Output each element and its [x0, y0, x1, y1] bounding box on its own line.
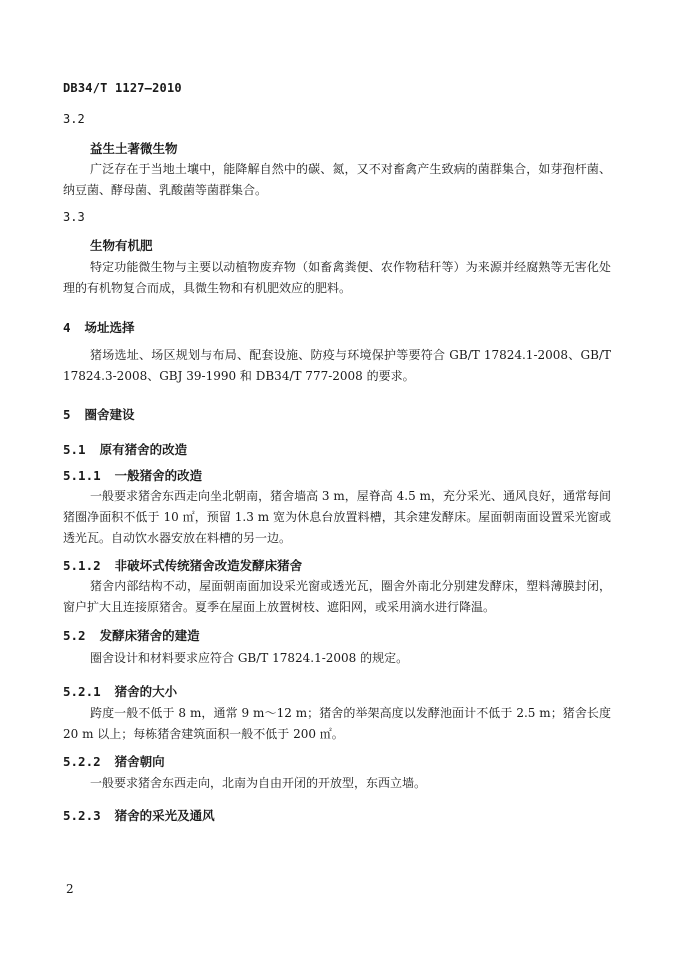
- clause-number: 3.3: [63, 210, 85, 224]
- section-body: 跨度一般不低于 8 m，通常 9 m～12 m；猪舍的举架高度以发酵池面计不低于 2.5 m；猪舍长度 20 m 以上；每栋猪舍建筑面积一般不低于 200 ㎡。: [63, 706, 611, 741]
- section-body: 一般要求猪舍东西走向，北南为自由开闭的开放型，东西立墙。: [90, 776, 427, 790]
- section-number: 5.1.2: [63, 558, 101, 573]
- section-number: 5.1: [63, 442, 86, 457]
- section-heading: [63, 405, 135, 423]
- section-number: 5.1.1: [63, 468, 101, 483]
- section-title: 一般猪舍的改造: [114, 468, 203, 483]
- page-number: 2: [66, 882, 74, 896]
- term-definition: 广泛存在于当地土壤中，能降解自然中的碳、氮，又不对畜禽产生致病的菌群集合，如芽孢杆菌、纳豆菌、酵母菌、乳酸菌等菌群集合。: [63, 162, 611, 197]
- section-heading: [63, 626, 200, 644]
- section-body: 一般要求猪舍东西走向坐北朝南，猪舍墙高 3 m，屋脊高 4.5 m，充分采光、通风良好，通常每间猪圈净面积不低于 10 ㎡，预留 1.3 m 宽为休息台放置料槽，其余建发酵床。屋面朝南面设置采光窗或透光瓦。自动饮水器安放在料槽的另一边。: [63, 489, 611, 545]
- section-body: 圈舍设计和材料要求应符合 GB/T 17824.1-2008 的规定。: [90, 651, 409, 665]
- section-title: 场址选择: [84, 320, 135, 335]
- section-title: 猪舍的大小: [114, 684, 178, 699]
- term-heading: 益生土著微生物: [90, 141, 178, 156]
- section-heading: [63, 556, 302, 574]
- section-heading: [63, 682, 177, 700]
- section-title: 非破坏式传统猪舍改造发酵床猪舍: [114, 558, 303, 573]
- standard-code: DB34/T 1127—2010: [63, 81, 182, 95]
- section-title: 猪舍朝向: [114, 754, 165, 769]
- section-title: 原有猪舍的改造: [99, 442, 188, 457]
- section-heading: [63, 318, 135, 336]
- section-number: 5: [63, 407, 71, 422]
- clause-number: 3.2: [63, 112, 85, 126]
- section-body: 猪场选址、场区规划与布局、配套设施、防疫与环境保护等要符合 GB/T 17824.1-2008、GB/T 17824.3-2008、GBJ 39-1990 和 DB34/T 777-2008 的要求。: [63, 348, 611, 383]
- term-definition: 特定功能微生物与主要以动植物废弃物（如畜禽粪便、农作物秸秆等）为来源并经腐熟等无害化处理的有机物复合而成，具微生物和有机肥效应的肥料。: [63, 260, 611, 295]
- section-number: 4: [63, 320, 71, 335]
- section-title: 发酵床猪舍的建造: [99, 628, 200, 643]
- section-number: 5.2: [63, 628, 86, 643]
- section-heading: [63, 466, 202, 484]
- section-heading: [63, 752, 165, 770]
- section-number: 5.2.1: [63, 684, 101, 699]
- section-heading: [63, 440, 187, 458]
- term-heading: 生物有机肥: [90, 238, 153, 253]
- section-heading: [63, 806, 215, 824]
- section-title: 圈舍建设: [84, 407, 135, 422]
- section-body: 猪舍内部结构不动，屋面朝南面加设采光窗或透光瓦，圈舍外南北分别建发酵床，塑料薄膜封闭，窗户扩大且连接原猪舍。夏季在屋面上放置树枝、遮阳网，或采用滴水进行降温。: [63, 579, 611, 614]
- section-number: 5.2.3: [63, 808, 101, 823]
- section-number: 5.2.2: [63, 754, 101, 769]
- section-title: 猪舍的采光及通风: [114, 808, 215, 823]
